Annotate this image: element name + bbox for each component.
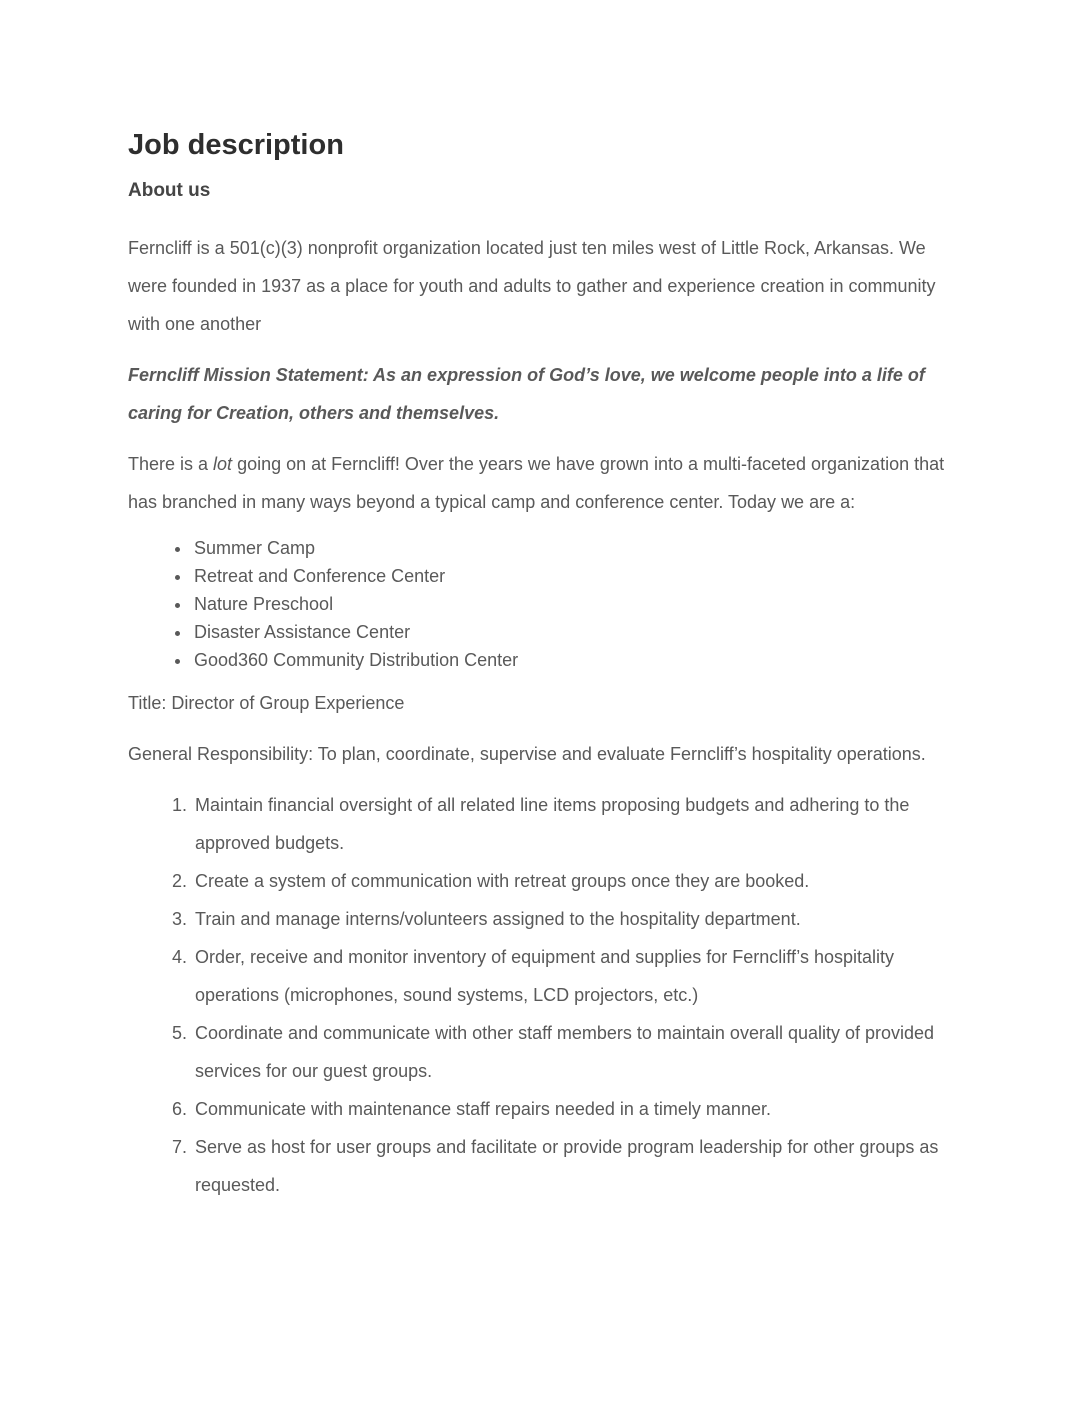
growth-paragraph	[128, 445, 960, 521]
growth-text-after: going on at Ferncliff! Over the years we have grown into a multi-faceted organization that has branched in many ways beyond a typical camp and conference center. Today we are a:	[128, 454, 945, 512]
duty-item: 2. Create a system of communication with retreat groups once they are booked.	[192, 862, 960, 900]
facility-item: • Summer Camp	[192, 534, 960, 562]
page-title: Job description	[128, 129, 344, 161]
mission-statement: Ferncliff Mission Statement: As an expression of God’s love, we welcome people into a life of caring for Creation, others and themselves.	[128, 365, 925, 423]
facilities-list	[128, 534, 960, 674]
duties-list	[128, 786, 960, 1204]
facility-item: • Disaster Assistance Center	[192, 618, 960, 646]
job-title-line: Title: Director of Group Experience	[128, 693, 405, 713]
growth-text-before: There is a	[128, 454, 214, 474]
duty-item: 3. Train and manage interns/volunteers assigned to the hospitality department.	[192, 900, 960, 938]
duty-item: 7. Serve as host for user groups and facilitate or provide program leadership for other groups as requested.	[192, 1128, 960, 1204]
duty-item: 6. Communicate with maintenance staff repairs needed in a timely manner.	[192, 1090, 960, 1128]
duty-item: 1. Maintain financial oversight of all related line items proposing budgets and adhering to the approved budgets.	[192, 786, 960, 862]
facility-item: • Retreat and Conference Center	[192, 562, 960, 590]
facility-item: • Nature Preschool	[192, 590, 960, 618]
intro-paragraph: Ferncliff is a 501(c)(3) nonprofit organization located just ten miles west of Little Rock, Arkansas. We were founded in 1937 as a place for youth and adults to gather and experience creation in community with one another	[128, 238, 936, 334]
growth-text-italic: lot	[213, 454, 233, 474]
duty-item: 4. Order, receive and monitor inventory of equipment and supplies for Ferncliff’s hospitality operations (microphones, sound systems, LCD projectors, etc.)	[192, 938, 960, 1014]
section-heading-about-us: About us	[128, 180, 211, 201]
general-responsibility: General Responsibility: To plan, coordinate, supervise and evaluate Ferncliff’s hospitality operations.	[128, 744, 926, 764]
facility-item: • Good360 Community Distribution Center	[192, 646, 960, 674]
duty-item: 5. Coordinate and communicate with other staff members to maintain overall quality of provided services for our guest groups.	[192, 1014, 960, 1090]
